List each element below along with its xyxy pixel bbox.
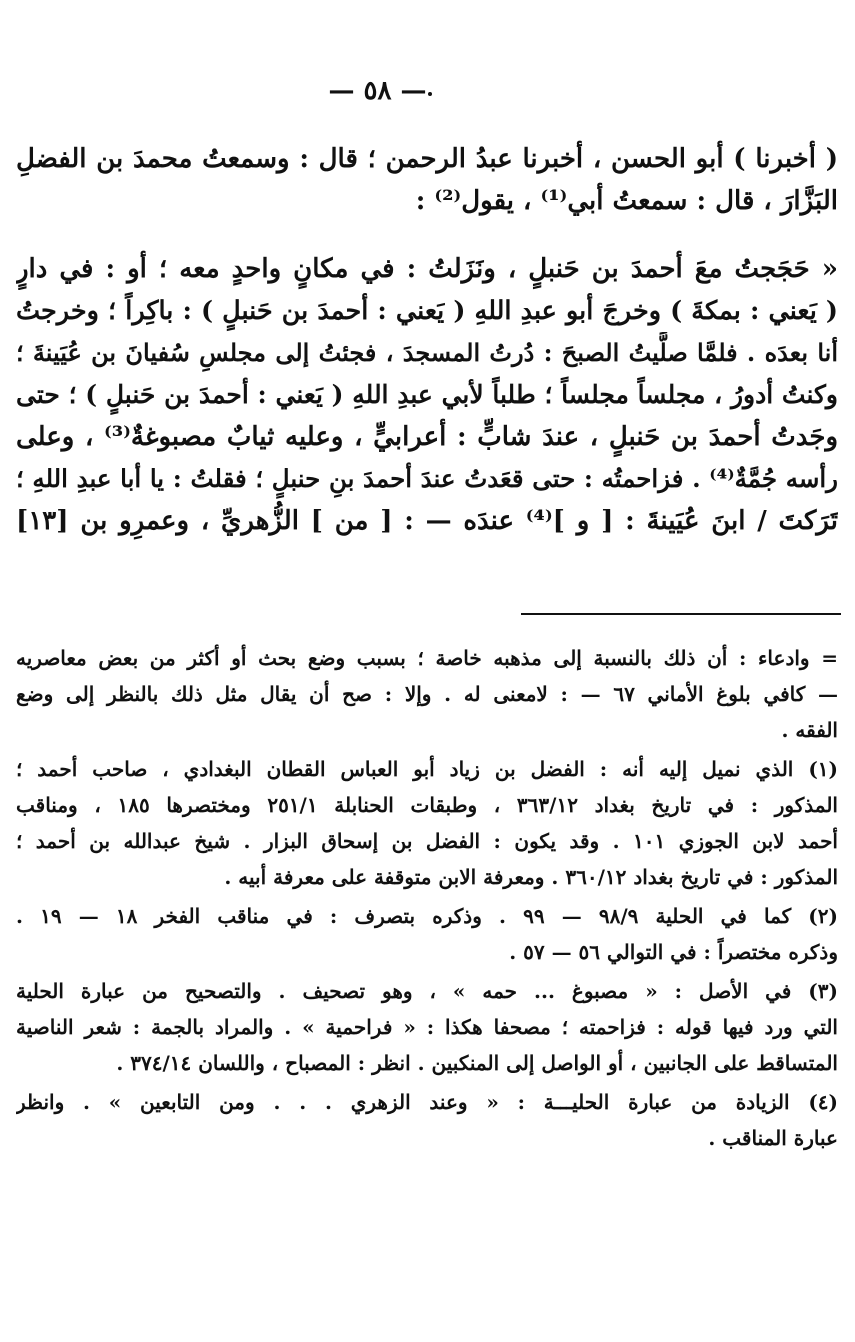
- paragraph-narration: [16, 248, 838, 542]
- text-line: البَزَّارَ ، قال : سمعتُ أبي⁽¹⁾ ، يقول⁽²⁾ :: [415, 186, 838, 216]
- footnote-3: [16, 973, 838, 1081]
- footnote-line: التي ورد فيها قوله : فزاحمته ؛ مصحفا هكذا : « فراحمية » . والمراد بالجمة : شعر الناصية: [16, 1015, 838, 1039]
- footnote-line: عبارة المناقب .: [708, 1126, 838, 1150]
- footnote-line: (٤) الزيادة من عبارة الحليـــة : « وعند الزهري . . . ومن التابعين » . وانظر: [16, 1090, 838, 1114]
- text-line: « حَجَجتُ معَ أحمدَ بن حَنبلٍ ، ونَزَلتُ : في مكانٍ واحدٍ معه ؛ أو : في دارٍ: [16, 254, 838, 284]
- footnote-line: المذكور : في تاريخ بغداد ٣٦٠/١٢ . ومعرفة الابن متوقفة على معرفة أبيه .: [224, 865, 838, 889]
- text-line: وجَدتُ أحمدَ بن حَنبلٍ ، عندَ شابٍّ : أعرابيٍّ ، وعليه ثيابٌ مصبوغةٌ⁽³⁾ ، وعلى: [16, 422, 838, 452]
- text-line: وكنتُ أدورُ ، مجلساً مجلساً ؛ طلباً لأبي عبدِ اللهِ ( يَعني : أحمدَ بن حَنبلٍ ) ؛ حتى: [16, 380, 838, 409]
- footnote-1: [16, 751, 838, 895]
- ink-speck: [428, 92, 432, 96]
- footnote-4: [16, 1084, 838, 1156]
- text-line: ( يَعني : بمكةَ ) وخرجَ أبو عبدِ اللهِ ( يَعني : أحمدَ بن حَنبلٍ ) : باكِراً ؛ وخرجتُ: [16, 296, 838, 326]
- footnote-line: المذكور : في تاريخ بغداد ٣٦٣/١٢ ، وطبقات الحنابلة ٢٥١/١ ومختصرها ١٨٥ ، ومناقب: [16, 793, 838, 817]
- footnote-line: — كافي بلوغ الأماني ٦٧ — : لامعنى له . وإلا : صح أن يقال مثل ذلك بالنظر إلى وضع: [16, 682, 838, 706]
- paragraph-isnad: [16, 138, 838, 222]
- footnote-line: (١) الذي نميل إليه أنه : الفضل بن زياد أبو العباس القطان البغدادي ، صاحب أحمد ؛: [16, 757, 838, 781]
- footnote-line: (٣) في الأصل : « مصبوغ ... حمه » ، وهو تصحيف . والتصحيح من عبارة الحلية: [16, 979, 838, 1003]
- footnote-2: [16, 898, 838, 970]
- text-line: أنا بعدَه . فلمَّا صلَّيتُ الصبحَ : دُرتُ المسجدَ ، فجئتُ إلى مجلسِ سُفيانَ بن عُيَينةَ ؛: [16, 338, 838, 367]
- footnote-line: = وادعاء : أن ذلك بالنسبة إلى مذهبه خاصة ؛ بسبب وضع بحث أو أكثر من بعض معاصريه: [16, 646, 838, 670]
- footnote-carryover: [16, 640, 838, 748]
- text-line: رأسه جُمَّةٌ⁽⁴⁾ . فزاحمتُه : حتى قعَدتُ عندَ أحمدَ بنِ حنبلٍ ؛ فقلتُ : يا أبا عبدِ اللهِ ؛: [16, 464, 838, 493]
- footnote-line: المتساقط على الجانبين ، أو الواصل إلى المنكبين . انظر : المصباح ، واللسان ٣٧٤/١٤ .: [116, 1051, 838, 1075]
- footnote-line: (٢) كما في الحلية ٩٨/٩ — ٩٩ . وذكره بتصرف : في مناقب الفخر ١٨ — ١٩ .: [16, 904, 838, 928]
- footnotes: [16, 640, 838, 1156]
- main-text: [16, 138, 838, 542]
- footnote-line: وذكره مختصراً : في التوالي ٥٦ — ٥٧ .: [509, 940, 838, 964]
- page-number: — ٥٨ —: [328, 76, 427, 106]
- text-line: ( أخبرنا ) أبو الحسن ، أخبرنا عبدُ الرحمن ؛ قال : وسمعتُ محمدَ بن الفضلِ: [16, 144, 838, 174]
- footnote-line: الفقه .: [781, 718, 838, 742]
- text-line: تَرَكتَ / ابنَ عُيَينةَ : [ و ]⁽⁴⁾ عندَه — : [ من ] الزُّهريِّ ، وعمرِو بن [١٣]: [16, 506, 838, 536]
- footnote-line: أحمد لابن الجوزي ١٠١ . وقد يكون : الفضل بن إسحاق البزار . شيخ عبدالله بن أحمد ؛: [16, 829, 838, 853]
- footnote-separator: [521, 613, 841, 615]
